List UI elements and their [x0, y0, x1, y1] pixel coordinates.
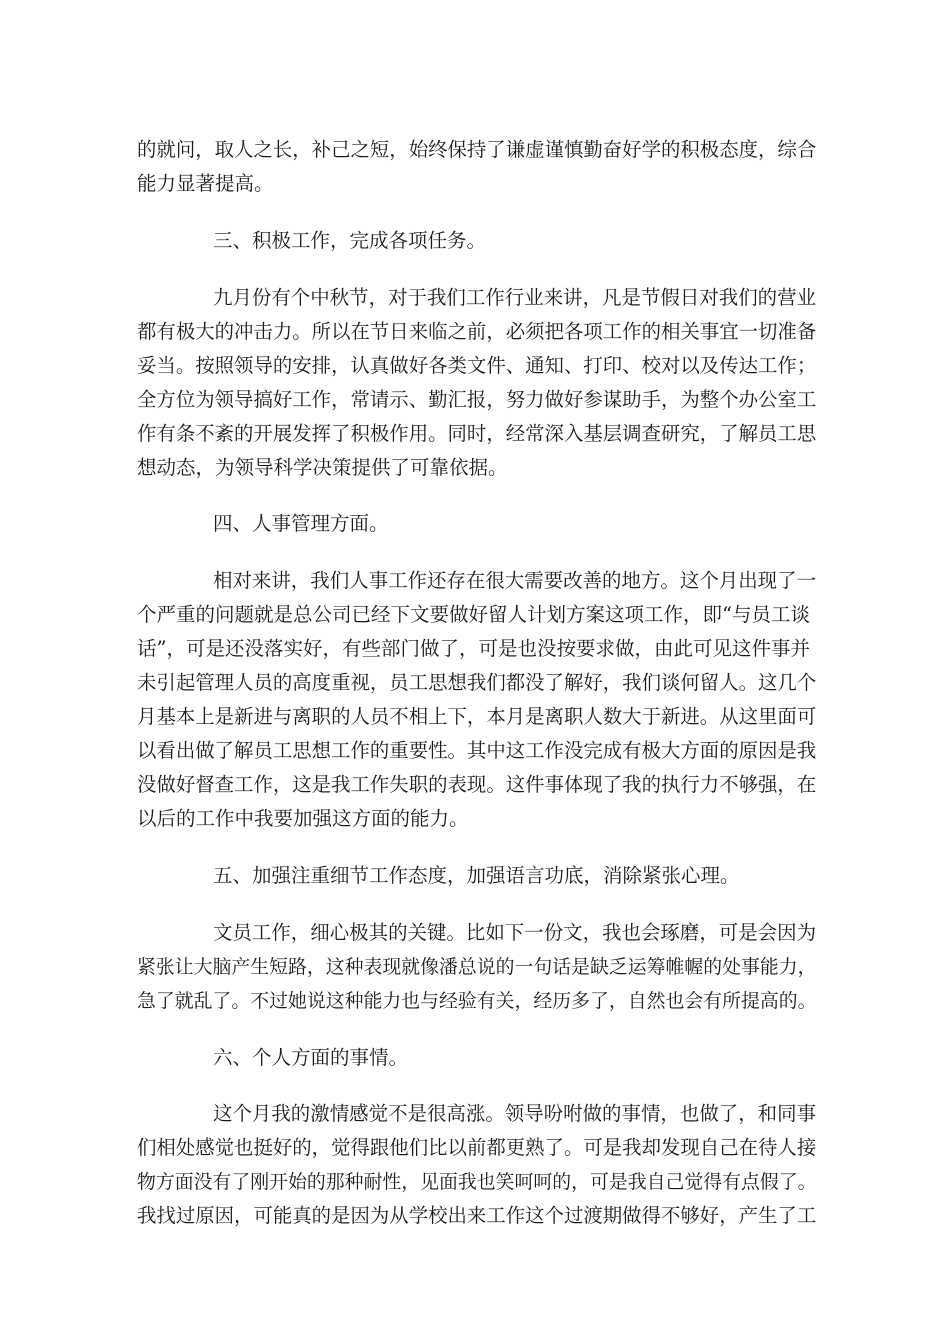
text-line: 物方面没有了刚开始的那种耐性，见面我也笑呵呵的，可是我自己觉得有点假了。	[137, 1171, 817, 1193]
section-heading: 五、加强注重细节工作态度，加强语言功底，消除紧张心理。	[213, 864, 740, 887]
text-line: 都有极大的冲击力。所以在节日来临之前，必须把各项工作的相关事宜一切准备	[137, 320, 817, 343]
text-line: 月基本上是新进与离职的人员不相上下，本月是离职人数大于新进。从这里面可	[137, 705, 817, 728]
text-line: 九月份有个中秋节，对于我们工作行业来讲，凡是节假日对我们的营业	[213, 286, 817, 309]
text-line: 急了就乱了。不过她说这种能力也与经验有关，经历多了，自然也会有所提高的。	[137, 990, 817, 1012]
text-line: 们相处感觉也挺好的，觉得跟他们比以前都更熟了。可是我却发现自己在待人接	[137, 1136, 817, 1159]
text-line: 紧张让大脑产生短路，这种表现就像潘总说的一句话是缺乏运筹帷幄的处事能力，	[137, 956, 817, 978]
text-line: 妥当。按照领导的安排，认真做好各类文件、通知、打印、校对以及传达工作；	[137, 354, 817, 377]
text-line: 未引起管理人员的高度重视，员工思想我们都没了解好，我们谈何留人。这几个	[137, 671, 817, 694]
text-line: 想动态，为领导科学决策提供了可靠依据。	[137, 456, 508, 479]
text-line: 的就问，取人之长，补己之短，始终保持了谦虚谨慎勤奋好学的积极态度，综合	[137, 138, 817, 161]
section-heading: 三、积极工作，完成各项任务。	[213, 229, 487, 252]
text-line: 作有条不紊的开展发挥了积极作用。同时，经常深入基层调查研究，了解员工思	[137, 422, 817, 445]
text-line: 文员工作，细心极其的关键。比如下一份文，我也会琢磨，可是会因为	[213, 921, 817, 944]
text-line: 相对来讲，我们人事工作还存在很大需要改善的地方。这个月出现了一	[213, 569, 817, 592]
text-line: 能力显著提高。	[137, 172, 274, 195]
text-line: 以看出做了解员工思想工作的重要性。其中这工作没完成有极大方面的原因是我	[137, 739, 817, 762]
text-line: 这个月我的激情感觉不是很高涨。领导吩咐做的事情，也做了，和同事	[213, 1102, 817, 1125]
text-line: 话”，可是还没落实好，有些部门做了，可是也没按要求做，由此可见这件事并	[137, 637, 810, 660]
text-line: 个严重的问题就是总公司已经下文要做好留人计划方案这项工作，即“与员工谈	[137, 603, 810, 626]
text-line: 全方位为领导搞好工作，常请示、勤汇报，努力做好参谋助手，为整个办公室工	[137, 388, 817, 411]
text-line: 没做好督查工作，这是我工作失职的表现。这件事体现了我的执行力不够强，在	[137, 773, 817, 796]
text-line: 我找过原因，可能真的是因为从学校出来工作这个过渡期做得不够好，产生了工	[137, 1204, 817, 1227]
section-heading: 四、人事管理方面。	[213, 512, 389, 535]
text-line: 以后的工作中我要加强这方面的能力。	[137, 807, 469, 830]
section-heading: 六、个人方面的事情。	[213, 1046, 409, 1069]
